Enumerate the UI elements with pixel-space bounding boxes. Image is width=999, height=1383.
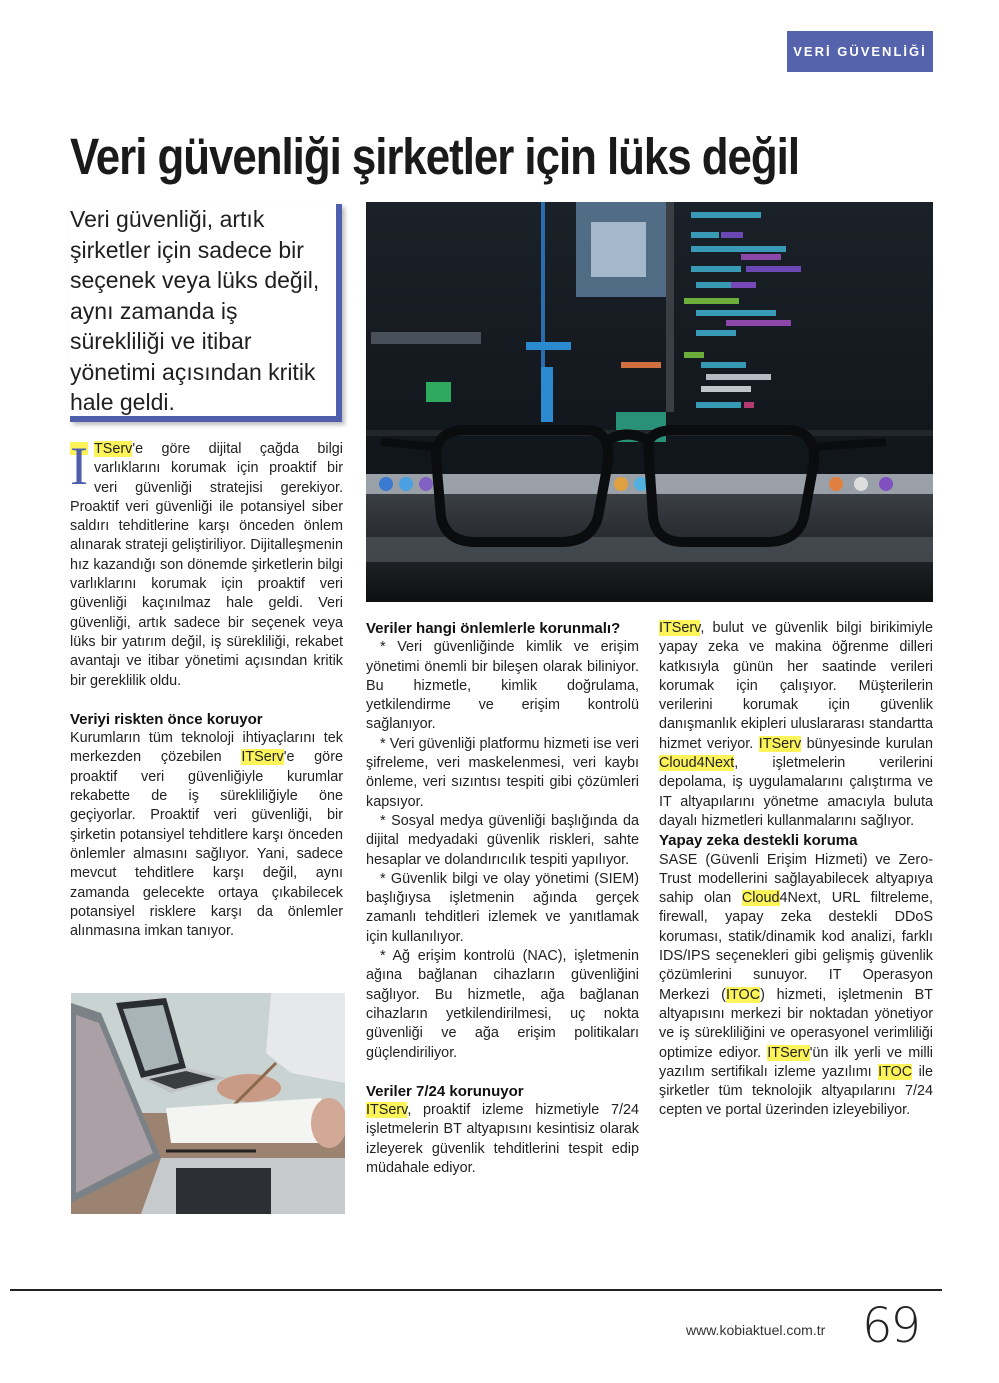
column-3: [659, 619, 933, 1121]
brand-highlight: ITServ: [241, 749, 284, 766]
section-4-text: ile şirketler tüm teknolojik altyapılarını 7/24 cepten ve portal üzerinden izleyebiliyor.: [659, 1063, 933, 1119]
bullet-item: * Sosyal medya güvenliği başlığında da dijital medyadaki güvenlik riskleri, sahte hesaplar ve dolandırıcılık tespiti yapılıyor.: [366, 812, 639, 868]
brand-highlight: ITOC: [725, 986, 761, 1003]
section-4-text: 'ün ilk yerli ve milli yazılım sertifikalı izleme yazılımı: [659, 1044, 933, 1080]
section-4-text: SASE (Güvenli Erişim Hizmeti) ve Zero-Trust modellerini sağlayabilecek altyapıya sahip olan: [659, 851, 933, 907]
section-heading-3: Veriler 7/24 korunuyor: [366, 1082, 524, 1100]
bullet-item: * Veri güvenliği platformu hizmeti ise veri şifreleme, veri maskelenmesi, veri kaybı önleme, veri sızıntısı tespiti gibi çözümleri kapsıyor.: [366, 735, 639, 810]
section-1-paragraph: [70, 729, 343, 941]
lead-box: [70, 204, 342, 422]
section-tag: VERİ GÜVENLİĞİ: [787, 31, 933, 72]
bullet-item: * Veri güvenliğinde kimlik ve erişim yönetimi önemli bir bileşen olarak biliniyor. Bu hizmetle, kimlik doğrulama, yetkilendirme ve erişim kontrolü sağlanıyor.: [366, 639, 639, 733]
brand-highlight: ITServ: [767, 1044, 810, 1061]
section-heading-4: Yapay zeka destekli koruma: [659, 832, 858, 850]
section-3-paragraph-start: [366, 1101, 639, 1178]
section-3-text: bünyesinde kurulan: [801, 735, 933, 752]
lead-text: Veri güvenliği, artık şirketler için sadece bir seçenek veya lüks değil, aynı zamanda iş sürekliliği ve itibar yönetimi açısından kritik hale geldi.: [70, 206, 320, 415]
brand-highlight: Cloud4Next: [659, 755, 735, 772]
glasses-code-screen-image: [366, 202, 933, 602]
intro-text: 'e göre dijital çağda bilgi varlıklarını korumak için proaktif bir veri güvenliği stratejisi gerekiyor. Proaktif veri güvenliği ile potansiyel siber saldırı tehditlerine karşı önceden önlem alınarak strateji geliştiriliyor. Dijitalleşmenin hız kazandığı son dönemde şirketlerin bilgi varlıklarını korumak için proaktif veri güvenliği kaçınılmaz hale geldi. Veri güvenliği, artık sadece bir seçenek veya lüks bir yatırım değil, iş sürekliliği, rekabet avantajı ve itibar yönetimi açısından kritik bir gereklilik oldu.: [70, 441, 343, 689]
column-2: [366, 619, 639, 1178]
brand-highlight: TServ: [93, 441, 133, 457]
section-heading-2: Veriler hangi önlemlerle korunmalı?: [366, 620, 621, 637]
main-photo: [366, 202, 933, 602]
bullet-item: * Güvenlik bilgi ve olay yönetimi (SIEM) başlığıysa işletmenin ağında gerçek zamanlı tehditleri izlemek ve yanıtlamak için kullanılıyor.: [366, 870, 639, 945]
brand-highlight: ITServ: [758, 735, 802, 752]
section-3-text: , proaktif izleme hizmetiyle 7/24 işletmelerin BT altyapısını kesintisiz olarak izleyerek güvenlik tehditlerini tespit edip müdahale ediyor.: [366, 1102, 639, 1177]
brand-highlight: ITOC: [878, 1063, 913, 1080]
section-3-text: , bulut ve güvenlik bilgi birikimiyle yapay zeka ve makina öğrenme dilleri katkısıyla günün her saatinde verileri korumak için çalışıyor. Müşterilerin verilerini korumak için güvenlik danışmanlık ekipleri uluslararası standartta hizmet veriyor.: [659, 620, 933, 752]
brand-highlight: ITServ: [659, 620, 701, 636]
intro-paragraph: [70, 436, 343, 691]
section-4-paragraph: [659, 851, 933, 1121]
headline: Veri güvenliği şirketler için lüks değil: [70, 128, 799, 185]
column-1: [70, 436, 343, 941]
brand-highlight: ITServ: [366, 1102, 408, 1119]
bullet-item: * Ağ erişim kontrolü (NAC), işletmenin ağına bağlanan cihazların güvenliğini sağlıyor. Bu hizmetle, ağa bağlanan cihazların yetkilendirilmesi, uç nokta güvenliği ve ağa erişim politikaları güçlendiriliyor.: [366, 948, 639, 1061]
dropcap: I: [70, 436, 88, 496]
section-1-text: Kurumların tüm teknoloji ihtiyaçlarını tek merkezden çözebilen: [70, 730, 343, 766]
section-1-text-cont: 'e göre proaktif veri güvenliğiyle kurumlar rekabette de iş sürekliliğiyle öne geçiyorlar. Proaktif veri güvenliği, bir şirketin potansiyel tehditlere karşı önceden önlemler almasını sağlıyor. Yani, sadece mevcut tehditlere karşı değil, aynı zamanda gelecekte ortaya çıkabilecek potansiyel risklere karşı da önlemler alınmasına imkan tanıyor.: [70, 749, 343, 940]
footer-rule: [10, 1289, 942, 1291]
section-3-paragraph-cont: [659, 619, 933, 831]
laptops-and-notebook-image: [71, 993, 345, 1214]
brand-highlight: Cloud: [741, 890, 780, 907]
page-number: 69: [862, 1298, 920, 1354]
side-photo: [71, 993, 345, 1214]
section-4-text: 4Next, URL filtreleme, firewall, yapay zeka destekli DDoS koruması, statik/dinamik kod analizi, farklı IDS/IPS seçenekleri gibi gelişmiş güvenlik çözümlerini sunuyor. IT Operasyon Merkezi (: [659, 890, 933, 1003]
section-4-text: ) hizmeti, işletmenin BT altyapısını merkezi bir noktadan yönetiyor ve iş sürekliliğini ve operasyonel verimliliği optimize ediyor.: [659, 986, 934, 1061]
footer-url-link[interactable]: www.kobiaktuel.com.tr: [686, 1322, 826, 1338]
section-3-text: , işletmelerin verilerini depolama, iş uygulamalarını çalıştırma ve IT altyapılarını yönetme amacıyla buluta dayalı hizmetleri kullanmalarını sağlıyor.: [659, 755, 933, 829]
section-heading-1: Veriyi riskten önce koruyor: [70, 710, 263, 728]
